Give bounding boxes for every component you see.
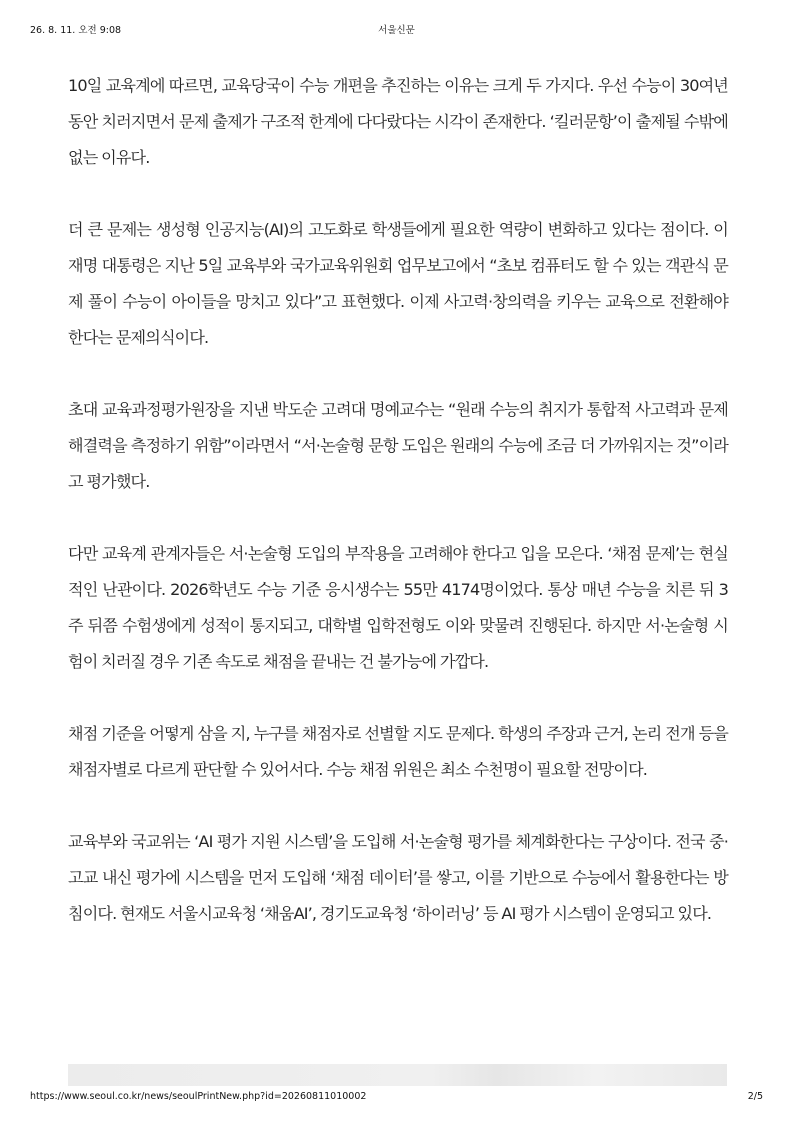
article-paragraph-1: 10일 교육계에 따르면, 교육당국이 수능 개편을 추진하는 이유는 크게 두 가지다. 우선 수능이 30여년 동안 치러지면서 문제 출제가 구조적 한계에 다다랐다는 시각이 존재한다. ‘킬러문항’이 출제될 수밖에 없는 이유다. xyxy=(68,76,728,167)
article-paragraph-2: 더 큰 문제는 생성형 인공지능(AI)의 고도화로 학생들에게 필요한 역량이 변화하고 있다는 점이다. 이재명 대통령은 지난 5일 교육부와 국가교육위원회 업무보고에서 “초보 컴퓨터도 할 수 있는 객관식 문제 풀이 수능이 아이들을 망치고 있다”고 표현했다. 이제 사고력·창의력을 키우는 교육으로 전환해야 한다는 문제의식이다. xyxy=(68,220,728,347)
article-paragraph-4: 다만 교육계 관계자들은 서·논술형 도입의 부작용을 고려해야 한다고 입을 모은다. ‘채점 문제’는 현실적인 난관이다. 2026학년도 수능 기준 응시생수는 55만 4174명이었다. 통상 매년 수능을 치른 뒤 3주 뒤쯤 수험생에게 성적이 통지되고, 대학별 입학전형도 이와 맞물려 진행된다. 하지만 서·논술형 시험이 치러질 경우 기존 속도로 채점을 끝내는 건 불가능에 가깝다. xyxy=(68,544,728,671)
site-title: 서울신문 xyxy=(378,25,415,36)
print-date: 26. 8. 11. 오전 9:08 xyxy=(30,25,122,36)
article-paragraph-6: 교육부와 국교위는 ‘AI 평가 지원 시스템’을 도입해 서·논술형 평가를 체계화한다는 구상이다. 전국 중·고교 내신 평가에 시스템을 먼저 도입해 ‘채점 데이터’를 쌓고, 이를 기반으로 수능에서 활용한다는 방침이다. 현재도 서울시교육청 ‘채움AI’, 경기도교육청 ‘하이러닝’ 등 AI 평가 시스템이 운영되고 있다. xyxy=(68,832,728,923)
article-body xyxy=(68,68,728,968)
print-header xyxy=(0,0,793,40)
cropped-image-strip xyxy=(68,1064,727,1086)
article-paragraph-3: 초대 교육과정평가원장을 지낸 박도순 고려대 명예교수는 “원래 수능의 취지가 통합적 사고력과 문제 해결력을 측정하기 위함”이라면서 “서·논술형 문항 도입은 원래의 수능에 조금 더 가까워지는 것”이라고 평가했다. xyxy=(68,400,728,491)
page-number: 2/5 xyxy=(747,1091,763,1102)
article-paragraph-5: 채점 기준을 어떻게 삼을 지, 누구를 채점자로 선별할 지도 문제다. 학생의 주장과 근거, 논리 전개 등을 채점자별로 다르게 판단할 수 있어서다. 수능 채점 위원은 최소 수천명이 필요할 전망이다. xyxy=(68,724,728,779)
print-url: https://www.seoul.co.kr/news/seoulPrintNew.php?id=20260811010002 xyxy=(30,1091,367,1102)
